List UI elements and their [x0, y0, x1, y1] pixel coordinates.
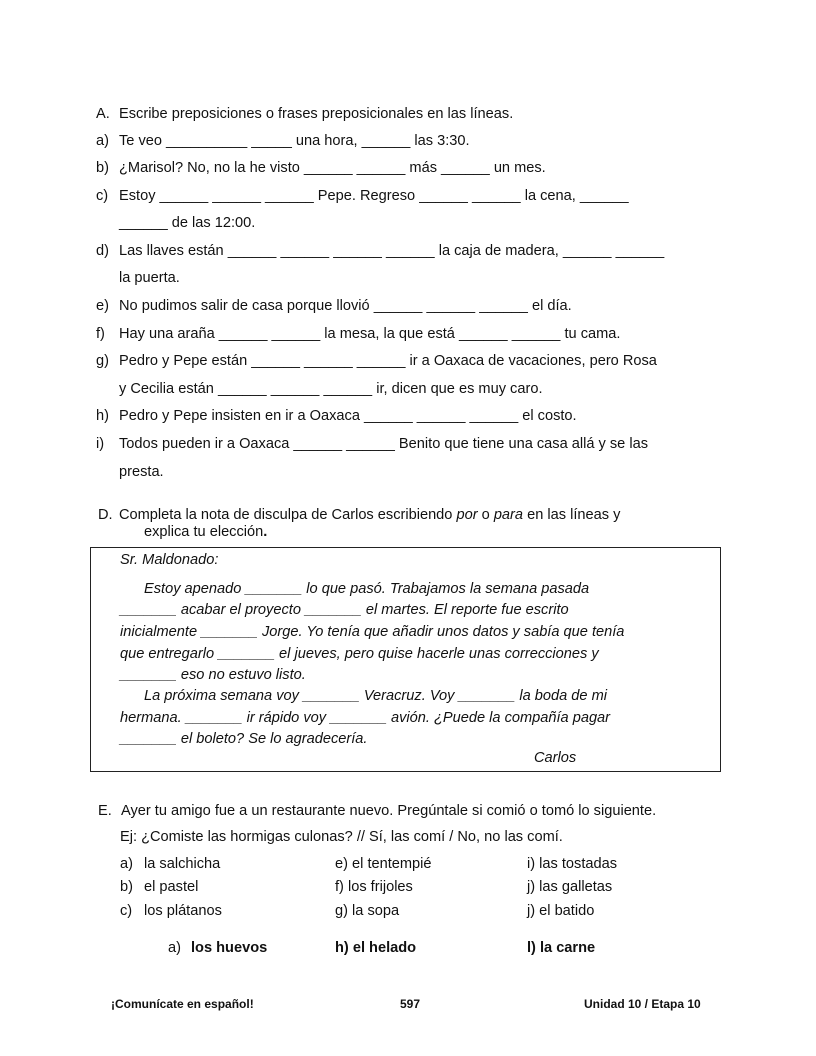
item-h-text: Pedro y Pepe insisten en ir a Oaxaca ______ ______ ______ el costo.	[119, 408, 577, 424]
item-f-text: Hay una araña ______ ______ la mesa, la que está ______ ______ tu cama.	[119, 326, 621, 342]
word-o: o	[477, 507, 494, 523]
item-b-label: b)	[96, 160, 109, 176]
letter-line-1: Estoy apenado _______ lo que pasó. Trabajamos la semana pasada	[144, 581, 590, 597]
word-por: por	[456, 507, 478, 523]
letter-salutation: Sr. Maldonado:	[120, 552, 219, 568]
footer-left: ¡Comunícate en español!	[111, 997, 254, 1011]
item-f-label: f)	[96, 326, 105, 342]
section-d-instruction-pre: Completa la nota de disculpa de Carlos escribiendo	[119, 507, 457, 523]
bold-row-label: a)	[168, 940, 181, 956]
section-e-example: Ej: ¿Comiste las hormigas culonas? // Sí, las comí / No, no las comí.	[120, 829, 563, 845]
item-c-text-2: ______ de las 12:00.	[119, 215, 256, 231]
item-a-text: Te veo __________ _____ una hora, ______ las 3:30.	[119, 133, 470, 149]
section-d-instruction-line2	[144, 524, 267, 540]
bold-row-col-1: los huevos	[191, 940, 268, 956]
bold-row-col-2: h) el helado	[335, 940, 417, 956]
section-d-label: D.	[98, 507, 113, 523]
section-d-instruction-end: .	[263, 524, 268, 540]
letter-line-7: hermana. _______ ir rápido voy _______ avión. ¿Puede la compañía pagar	[120, 710, 611, 726]
item-b-text: ¿Marisol? No, no la he visto ______ ______ más ______ un mes.	[119, 160, 546, 176]
item-e-text: No pudimos salir de casa porque llovió ______ ______ ______ el día.	[119, 298, 572, 314]
letter-line-6: La próxima semana voy _______ Veracruz. Voy _______ la boda de mi	[144, 688, 607, 704]
item-h-label: h)	[96, 408, 109, 424]
letter-line-4: que entregarlo _______ el jueves, pero quise hacerle unas correcciones y	[120, 646, 599, 662]
section-a-label: A.	[96, 106, 110, 122]
item-d-label: d)	[96, 243, 109, 259]
item-g-text-1: Pedro y Pepe están ______ ______ ______ ir a Oaxaca de vacaciones, pero Rosa	[119, 353, 657, 369]
section-e-instruction: Ayer tu amigo fue a un restaurante nuevo. Pregúntale si comió o tomó lo siguiente.	[121, 803, 657, 819]
row-2-label: b)	[120, 879, 133, 895]
letter-line-2: _______ acabar el proyecto _______ el martes. El reporte fue escrito	[120, 602, 569, 618]
item-g-label: g)	[96, 353, 109, 369]
row-3-col-1: los plátanos	[144, 903, 222, 919]
item-c-text-1: Estoy ______ ______ ______ Pepe. Regreso ______ ______ la cena, ______	[119, 188, 629, 204]
row-1-label: a)	[120, 856, 133, 872]
row-3-label: c)	[120, 903, 133, 919]
row-2-col-1: el pastel	[144, 879, 199, 895]
item-c-label: c)	[96, 188, 109, 204]
item-a-label: a)	[96, 133, 109, 149]
item-e-label: e)	[96, 298, 109, 314]
footer-page-number: 597	[400, 997, 421, 1011]
row-1-col-3: i) las tostadas	[527, 856, 618, 872]
row-1-col-2: e) el tentempié	[335, 856, 432, 872]
item-g-text-2: y Cecilia están ______ ______ ______ ir, dicen que es muy caro.	[119, 381, 543, 397]
item-i-text-2: presta.	[119, 464, 164, 480]
row-2-col-2: f) los frijoles	[335, 879, 413, 895]
letter-signature: Carlos	[534, 750, 577, 766]
row-3-col-3: j) el batido	[527, 903, 595, 919]
row-1-col-1: la salchicha	[144, 856, 221, 872]
item-i-label: i)	[96, 436, 105, 452]
item-d-text-2: la puerta.	[119, 270, 180, 286]
row-3-col-2: g) la sopa	[335, 903, 400, 919]
section-a-instruction: Escribe preposiciones o frases preposicionales en las líneas.	[119, 106, 514, 122]
letter-line-8: _______ el boleto? Se lo agradecería.	[120, 731, 368, 747]
bold-row-col-3: l) la carne	[527, 940, 596, 956]
word-para: para	[493, 507, 524, 523]
footer-right: Unidad 10 / Etapa 10	[584, 997, 701, 1011]
letter-line-5: _______ eso no estuvo listo.	[120, 667, 306, 683]
letter-line-3: inicialmente _______ Jorge. Yo tenía que añadir unos datos y sabía que tenía	[120, 624, 625, 640]
section-d-instruction-line2-text: explica tu elección	[144, 524, 264, 540]
item-d-text-1: Las llaves están ______ ______ ______ ______ la caja de madera, ______ ______	[119, 243, 665, 259]
section-d-instruction-post: en las líneas y	[523, 507, 621, 523]
section-e-label: E.	[98, 803, 112, 819]
section-d-instruction	[119, 507, 620, 523]
item-i-text-1: Todos pueden ir a Oaxaca ______ ______ Benito que tiene una casa allá y se las	[119, 436, 649, 452]
row-2-col-3: j) las galletas	[527, 879, 613, 895]
